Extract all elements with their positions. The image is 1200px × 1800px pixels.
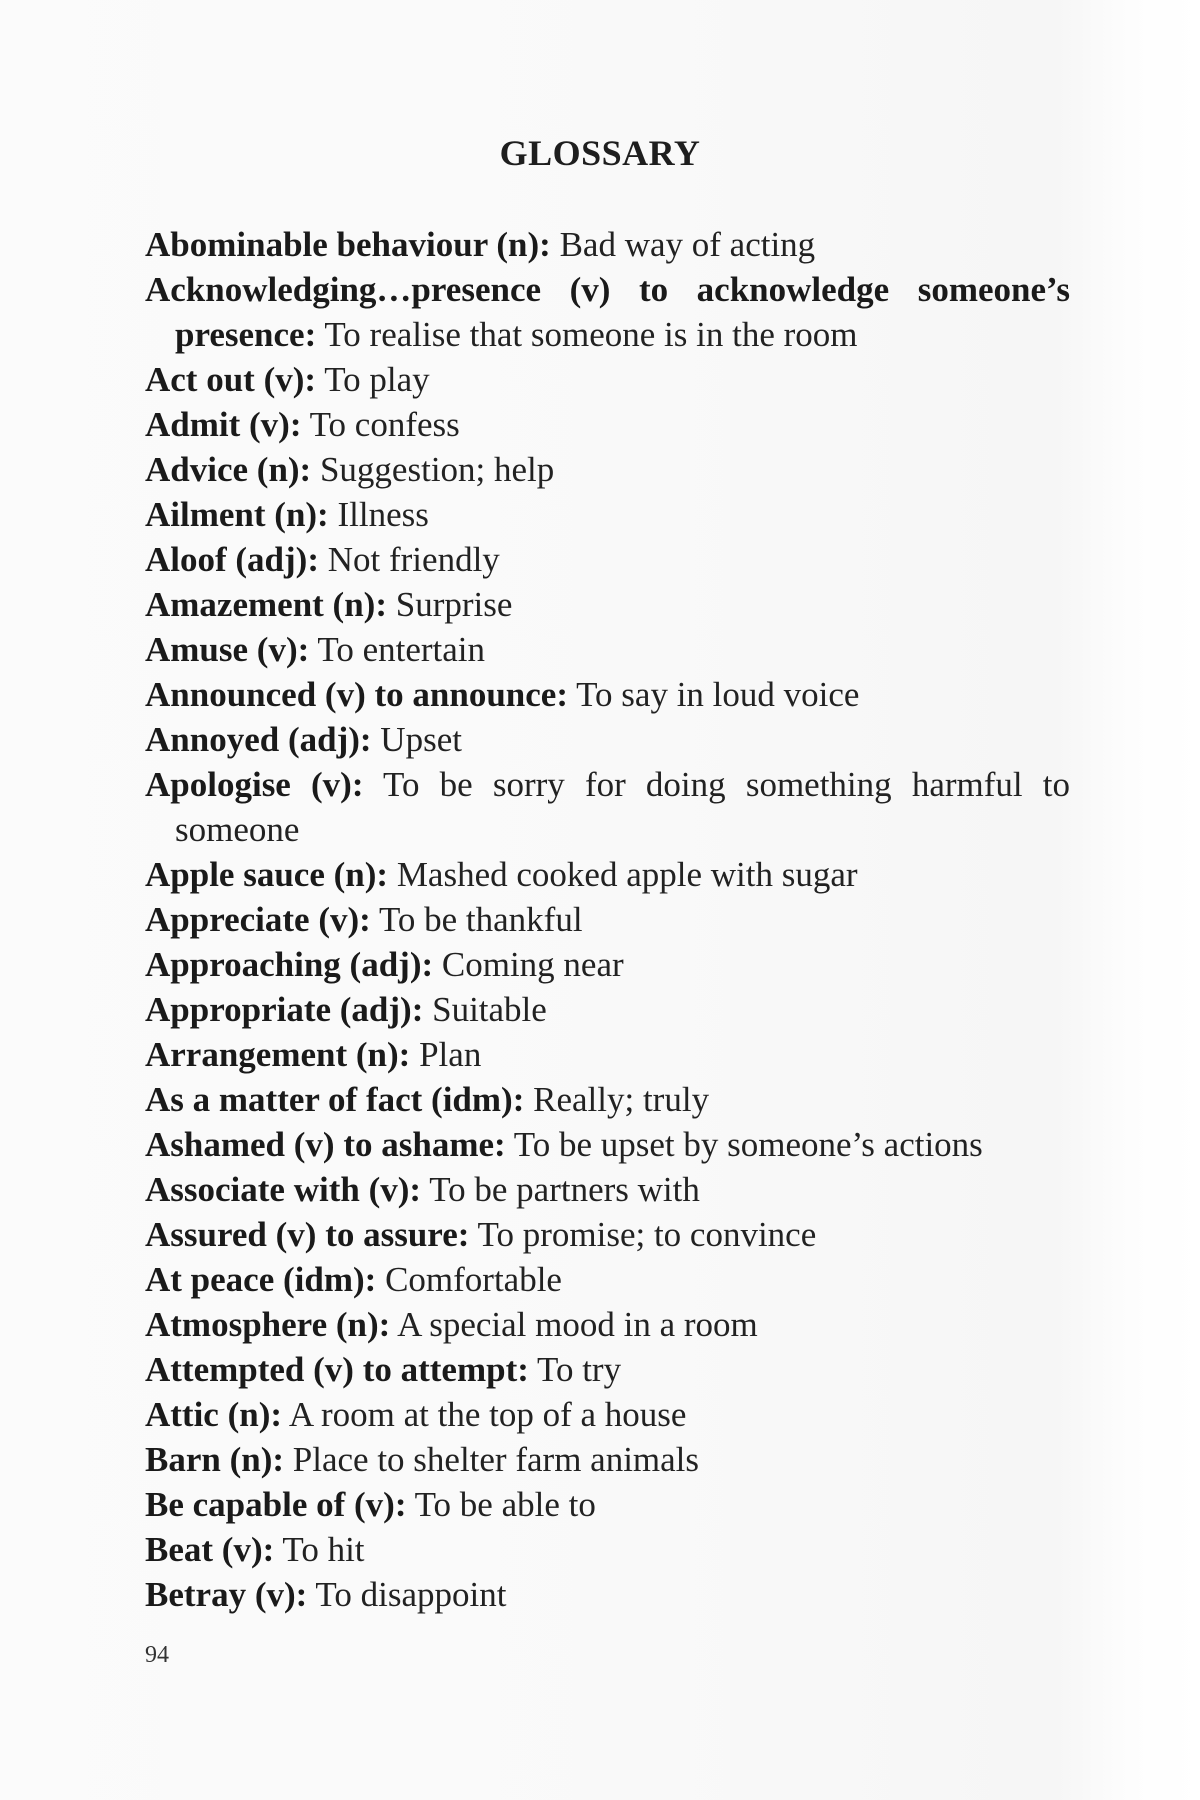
glossary-list (145, 222, 1070, 1617)
glossary-entry (145, 537, 1070, 582)
glossary-entry (145, 1437, 1070, 1482)
glossary-term: Assured (v) to assure: (145, 1215, 470, 1254)
glossary-term: Approaching (adj): (145, 945, 434, 984)
glossary-entry (145, 582, 1070, 627)
glossary-definition: Mashed cooked apple with sugar (396, 855, 858, 894)
glossary-entry (145, 717, 1070, 762)
glossary-term: Attempted (v) to attempt: (145, 1350, 529, 1389)
glossary-entry (145, 1122, 1070, 1167)
glossary-entry (145, 447, 1070, 492)
glossary-term: Apple sauce (n): (145, 855, 389, 894)
glossary-term: Abominable behaviour (n): (145, 225, 551, 264)
glossary-term: Attic (n): (145, 1395, 283, 1434)
glossary-definition: Coming near (441, 945, 624, 984)
glossary-definition: Place to shelter farm animals (292, 1440, 700, 1479)
glossary-term: Betray (v): (145, 1575, 308, 1614)
glossary-definition: Plan (419, 1035, 482, 1074)
glossary-entry (145, 987, 1070, 1032)
glossary-entry (145, 1257, 1070, 1302)
glossary-term: Advice (n): (145, 450, 312, 489)
glossary-definition: Comfortable (385, 1260, 562, 1299)
glossary-definition: To hit (282, 1530, 365, 1569)
glossary-entry (145, 1392, 1070, 1437)
glossary-definition: Surprise (395, 585, 513, 624)
glossary-definition: To be sorry for doing something harmful to someone (175, 765, 1071, 849)
glossary-definition: Illness (337, 495, 429, 534)
glossary-term: As a matter of fact (idm): (145, 1080, 525, 1119)
glossary-term: Annoyed (adj): (145, 720, 372, 759)
glossary-term: Act out (v): (145, 360, 317, 399)
page-title: GLOSSARY (499, 133, 701, 173)
glossary-definition: Really; truly (533, 1080, 710, 1119)
glossary-definition: To be able to (414, 1485, 596, 1524)
glossary-term: Announced (v) to announce: (145, 675, 568, 714)
glossary-definition: To realise that someone is in the room (324, 315, 858, 354)
glossary-entry (145, 762, 1070, 852)
glossary-term: Associate with (v): (145, 1170, 422, 1209)
glossary-entry (145, 627, 1070, 672)
glossary-entry (145, 897, 1070, 942)
glossary-entry (145, 402, 1070, 447)
glossary-definition: To be upset by someone’s actions (513, 1125, 983, 1164)
glossary-term: Ashamed (v) to ashame: (145, 1125, 506, 1164)
glossary-definition: To be partners with (429, 1170, 700, 1209)
glossary-term: Appropriate (adj): (145, 990, 424, 1029)
glossary-entry (145, 1212, 1070, 1257)
glossary-entry (145, 1347, 1070, 1392)
glossary-entry (145, 1482, 1070, 1527)
glossary-definition: To disappoint (315, 1575, 507, 1614)
glossary-definition: Not friendly (327, 540, 500, 579)
glossary-definition: To entertain (317, 630, 486, 669)
glossary-entry (145, 1572, 1070, 1617)
glossary-term: Ailment (n): (145, 495, 329, 534)
glossary-term: Amuse (v): (145, 630, 310, 669)
glossary-term: Aloof (adj): (145, 540, 319, 579)
glossary-entry (145, 852, 1070, 897)
glossary-entry (145, 357, 1070, 402)
glossary-definition: To play (324, 360, 430, 399)
glossary-term: Barn (n): (145, 1440, 285, 1479)
glossary-entry (145, 1032, 1070, 1077)
glossary-term: Be capable of (v): (145, 1485, 407, 1524)
glossary-definition: To promise; to convince (477, 1215, 817, 1254)
glossary-definition: To say in loud voice (576, 675, 860, 714)
glossary-term: Appreciate (v): (145, 900, 371, 939)
glossary-definition: Suitable (432, 990, 547, 1029)
glossary-definition: To be thankful (378, 900, 583, 939)
glossary-term: Acknowledging…presence (v) to acknowledge someone’s presence: (145, 270, 1070, 354)
glossary-definition: To try (537, 1350, 622, 1389)
glossary-entry (145, 1077, 1070, 1122)
glossary-entry (145, 222, 1070, 267)
glossary-definition: Bad way of acting (559, 225, 816, 264)
glossary-entry (145, 492, 1070, 537)
glossary-term: Apologise (v): (145, 765, 364, 804)
glossary-entry (145, 1527, 1070, 1572)
glossary-definition: Suggestion; help (319, 450, 555, 489)
glossary-term: Beat (v): (145, 1530, 275, 1569)
glossary-term: Amazement (n): (145, 585, 387, 624)
glossary-entry (145, 672, 1070, 717)
glossary-entry (145, 1167, 1070, 1212)
glossary-definition: Upset (380, 720, 462, 759)
glossary-term: At peace (idm): (145, 1260, 377, 1299)
glossary-entry (145, 1302, 1070, 1347)
glossary-definition: A room at the top of a house (288, 1395, 687, 1434)
glossary-definition: To confess (309, 405, 460, 444)
glossary-term: Arrangement (n): (145, 1035, 411, 1074)
glossary-term: Atmosphere (n): (145, 1305, 391, 1344)
glossary-entry (145, 942, 1070, 987)
glossary-term: Admit (v): (145, 405, 302, 444)
glossary-entry (145, 267, 1070, 357)
glossary-definition: A special mood in a room (397, 1305, 758, 1344)
page-number: 94 (145, 1642, 169, 1668)
